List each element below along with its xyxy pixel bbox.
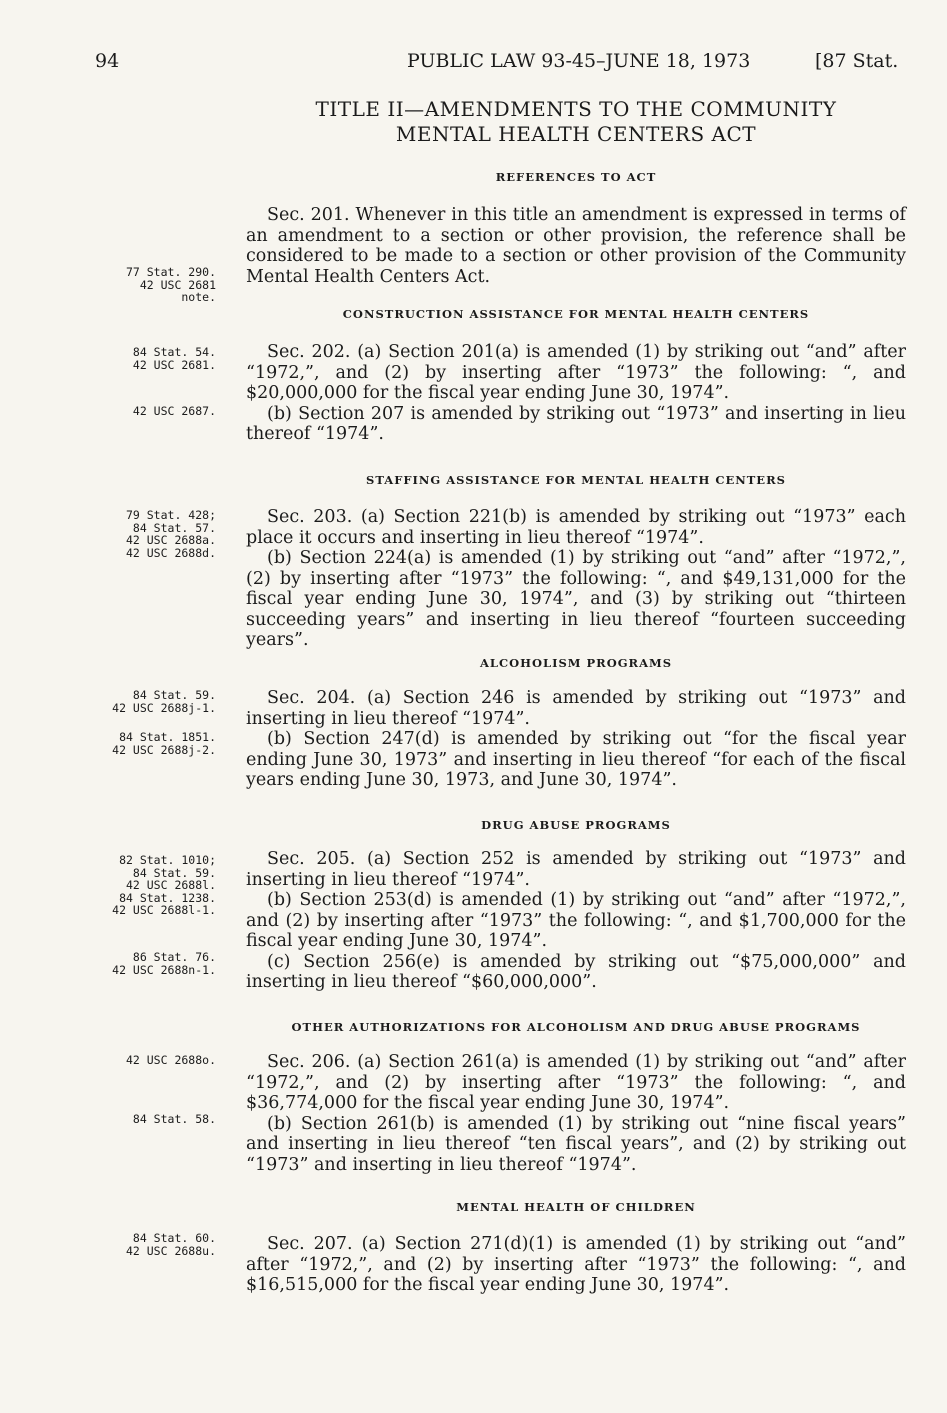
title-line-1: TITLE II—AMENDMENTS TO THE COMMUNITY xyxy=(315,97,837,121)
margin-note xyxy=(96,854,216,917)
statute-reference: [87 Stat. xyxy=(815,50,899,72)
margin-note xyxy=(96,346,216,371)
section-206a: Sec. 206. (a) Section 261(a) is amended (1) by striking out “and” after “1972,”, and (2) by inserting after “1973” the following: “, and $36,774,000 for the fiscal year ending June 30, 1974”. xyxy=(246,1052,906,1113)
margin-note-line: 42 USC 2688o. xyxy=(125,1053,216,1067)
section-204b: (b) Section 247(d) is amended by striking out “for the fiscal year ending June 30, 1973” and inserting in lieu thereof “for each of the fiscal years ending June 30, 1973, and June 30, 1974”. xyxy=(246,729,906,790)
margin-note xyxy=(96,405,216,418)
section-203a: Sec. 203. (a) Section 221(b) is amended by striking out “1973” each place it occurs and inserting in lieu thereof “1974”. xyxy=(246,507,906,548)
margin-note-line: 42 USC 2688l. xyxy=(125,878,216,892)
section-204a: Sec. 204. (a) Section 246 is amended by striking out “1973” and inserting in lieu thereof “1974”. xyxy=(246,688,906,729)
margin-note xyxy=(96,1113,216,1126)
section-207: Sec. 207. (a) Section 271(d)(1) is amended (1) by striking out “and” after “1972,”, and (2) by inserting after “1973” the following: “, and $16,515,000 for the fiscal year ending June 30, 1974”. xyxy=(246,1234,906,1295)
margin-note-line: 42 USC 2681 xyxy=(139,277,216,292)
margin-note-line: 84 Stat. 59. xyxy=(132,865,216,880)
section-204 xyxy=(246,688,906,791)
section-202 xyxy=(246,342,906,445)
margin-note xyxy=(96,1232,216,1257)
section-202a: Sec. 202. (a) Section 201(a) is amended (1) by striking out “and” after “1972,”, and (2) by inserting after “1973” the following: “, and $20,000,000 for the fiscal year ending June 30, 1974”. xyxy=(246,342,906,403)
title-heading xyxy=(246,97,906,147)
page-number: 94 xyxy=(95,50,120,72)
margin-note xyxy=(96,266,216,304)
margin-note-line: 42 USC 2688u. xyxy=(125,1243,216,1258)
margin-note xyxy=(96,731,216,756)
page-header xyxy=(0,50,947,80)
heading-alcoholism: ALCOHOLISM PROGRAMS xyxy=(479,656,673,670)
margin-note-line: 42 USC 2681. xyxy=(132,357,216,372)
margin-note-line: 84 Stat. 1238. xyxy=(119,890,216,905)
margin-note-line: 42 USC 2687. xyxy=(132,404,216,418)
section-206 xyxy=(246,1052,906,1175)
margin-note-line: 84 Stat. 54. xyxy=(132,345,216,359)
margin-note-line: 86 Stat. 76. xyxy=(132,950,216,964)
margin-note-line: 42 USC 2688d. xyxy=(125,545,216,560)
margin-note-line: 82 Stat. 1010; xyxy=(119,853,216,867)
margin-note-line: 84 Stat. 58. xyxy=(132,1112,216,1126)
margin-note-line: 42 USC 2688a. xyxy=(125,533,216,547)
heading-references: REFERENCES TO ACT xyxy=(495,170,657,184)
heading-construction: CONSTRUCTION ASSISTANCE FOR MENTAL HEALTH CENTERS xyxy=(342,307,810,321)
title-line-2: MENTAL HEALTH CENTERS ACT xyxy=(395,122,757,146)
margin-note xyxy=(96,1054,216,1067)
margin-note-line: 84 Stat. 1851. xyxy=(119,730,216,744)
margin-note-line: 84 Stat. 60. xyxy=(132,1231,216,1245)
margin-note-line: note. xyxy=(181,290,216,304)
margin-note-line: 42 USC 2688l-1. xyxy=(112,903,216,917)
section-205c: (c) Section 256(e) is amended by striking out “$75,000,000” and inserting in lieu thereof “$60,000,000”. xyxy=(246,951,906,992)
margin-note-line: 42 USC 2688j-1. xyxy=(112,700,216,715)
margin-note-line: 42 USC 2688n-1. xyxy=(112,962,216,977)
section-202b: (b) Section 207 is amended by striking out “1973” and inserting in lieu thereof “1974”. xyxy=(246,403,906,444)
section-203b: (b) Section 224(a) is amended (1) by striking out “and” after “1972,”, (2) by inserting after “1973” the following: “, and $49,131,000 for the fiscal year ending June 30, 1974”, and (3) by striking out “thirteen succeeding years” and inserting in lieu thereof “fourteen succeeding years”. xyxy=(246,548,906,650)
section-205b: (b) Section 253(d) is amended (1) by striking out “and” after “1972,”, and (2) by inserting after “1973” the following: “, and $1,700,000 for the fiscal year ending June 30, 1974”. xyxy=(246,890,906,951)
margin-note-line: 77 Stat. 290. xyxy=(125,265,216,279)
heading-drug-abuse: DRUG ABUSE PROGRAMS xyxy=(481,818,671,832)
section-203 xyxy=(246,507,906,651)
margin-note xyxy=(96,509,216,559)
margin-note xyxy=(96,951,216,976)
section-201: Sec. 201. Whenever in this title an amendment is expressed in terms of an amendment to a section or other provision, the reference shall be considered to be made to a section or other provision of the Community Mental Health Centers Act. xyxy=(246,205,906,287)
section-205a: Sec. 205. (a) Section 252 is amended by striking out “1973” and inserting in lieu thereof “1974”. xyxy=(246,849,906,890)
running-title: PUBLIC LAW 93-45–JUNE 18, 1973 xyxy=(407,50,751,72)
margin-note-line: 84 Stat. 57. xyxy=(132,520,216,535)
section-205 xyxy=(246,849,906,993)
section-206b: (b) Section 261(b) is amended (1) by striking out “nine fiscal years” and inserting in lieu thereof “ten fiscal years”, and (2) by striking out “1973” and inserting in lieu thereof “1974”. xyxy=(246,1113,906,1175)
heading-children: MENTAL HEALTH OF CHILDREN xyxy=(456,1200,696,1214)
heading-staffing: STAFFING ASSISTANCE FOR MENTAL HEALTH CENTERS xyxy=(366,473,786,487)
heading-other-authorizations: OTHER AUTHORIZATIONS FOR ALCOHOLISM AND DRUG ABUSE PROGRAMS xyxy=(291,1020,861,1034)
margin-note-line: 84 Stat. 59. xyxy=(132,688,216,702)
margin-note xyxy=(96,689,216,714)
margin-note-line: 79 Stat. 428; xyxy=(125,508,216,522)
margin-note-line: 42 USC 2688j-2. xyxy=(112,742,216,757)
